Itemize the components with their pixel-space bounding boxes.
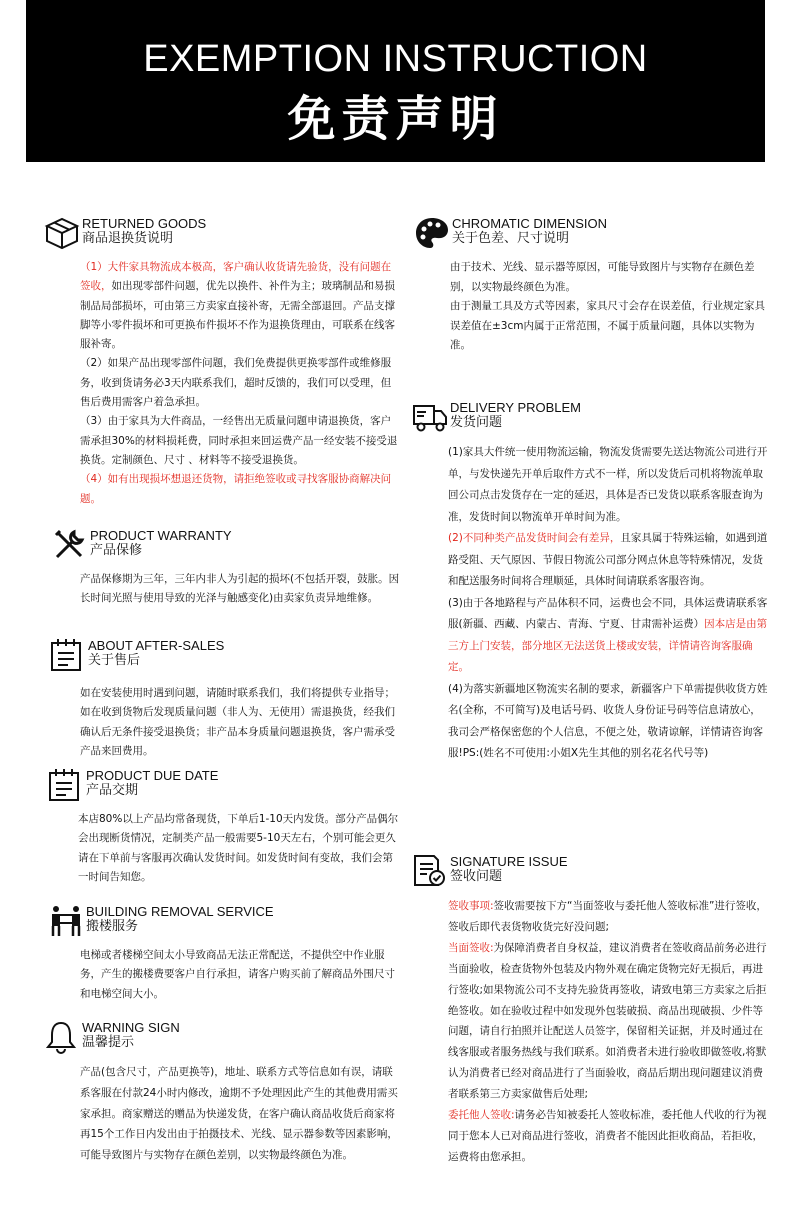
product-warranty-section xyxy=(52,528,404,609)
warning-sign-body: 产品(包含尺寸，产品更换等)，地址、联系方式等信息如有误，请联系客服在付款24小时内修改，逾期不予处理因此产生的其他费用需买家承担。商家赠送的赠品为快递发货，在客户确认商品收货后商家将再15个工作日内发出由于拍摄技术、光线、显示器参数等因素影响，可能导致图片与实物存在颜色差别，以实物最终颜色为准。 xyxy=(80,1066,398,1162)
chromatic-title-zh: 关于色差、尺寸说明 xyxy=(452,231,570,246)
due-date-title-en: PRODUCT DUE DATE xyxy=(86,768,219,783)
delivery-section xyxy=(412,400,770,765)
signature-label-3: 委托他人签收: xyxy=(448,1109,515,1122)
warning-sign-title-zh: 温馨提示 xyxy=(82,1035,135,1050)
calendar-icon xyxy=(50,638,86,674)
after-sales-body: 如在安装使用时遇到问题，请随时联系我们，我们将提供专业指导；如在收到货物后发现质量问题（非人为、无使用）需退换货，经我们确认后无条件接受退换货；非产品本身质量问题退换货，客户需承受产品来回费用。 xyxy=(80,687,395,757)
delivery-p3-highlight: 因本店是由第三方上门安装，部分地区无法送货上楼或安装，详情请咨询客服确定。 xyxy=(448,618,768,673)
after-sales-section xyxy=(50,638,404,761)
chromatic-p2: 由于测量工具及方式等因素，家具尺寸会存在误差值，行业规定家具误差值在±3cm内属于正常范围，不属于质量问题，具体以实物为准。 xyxy=(450,300,765,351)
banner-title-en: EXEMPTION INSTRUCTION xyxy=(143,38,648,80)
after-sales-title-en: ABOUT AFTER-SALES xyxy=(88,638,225,653)
delivery-p1: (1)家具大件统一使用物流运输，物流发货需要先送达物流公司进行开单，与发快递先开单后取件方式不一样，所以发货后司机将物流单取回公司点击发货存在一定的延迟，具体是否已发货以联系客服查询为准，发货时间以物流单开单时间为准。 xyxy=(448,446,768,523)
returned-goods-p2: （2）如果产品出现零部件问题，我们免费提供更换零部件或维修服务，收到货请务必3天内联系我们，超时反馈的，我们可以受理，但售后费用需客户着急承担。 xyxy=(80,357,392,409)
returned-goods-p3: （3）由于家具为大件商品，一经售出无质量问题申请退换货，客户需承担30%的材料损耗费，同时承担来回运费产品一经安装不接受退换货。定制颜色、尺寸 、材料等不接受退换货。 xyxy=(80,415,398,466)
banner-title-zh: 免责声明 xyxy=(287,91,504,147)
calendar-icon xyxy=(48,768,84,804)
building-removal-title-en: BUILDING REMOVAL SERVICE xyxy=(86,904,274,919)
header-banner xyxy=(26,0,765,162)
after-sales-title-zh: 关于售后 xyxy=(88,653,141,668)
signature-title-zh: 签收问题 xyxy=(450,869,503,884)
building-removal-section xyxy=(48,904,404,1004)
building-removal-title-zh: 搬楼服务 xyxy=(86,919,139,934)
signature-label-1: 签收事项: xyxy=(448,900,494,912)
chromatic-title-en: CHROMATIC DIMENSION xyxy=(452,216,608,231)
box-icon xyxy=(44,216,80,252)
due-date-body: 本店80%以上产品均常备现货，下单后1-10天内发货。部分产品偶尔会出现断货情况，定制类产品一般需要5-10天左右，个别可能会更久请在下单前与客服再次确认发货时间。如发货时间有变故，我们会第一时间告知您。 xyxy=(78,813,399,883)
signature-label-2: 当面签收: xyxy=(448,941,494,954)
delivery-title-en: DELIVERY PROBLEM xyxy=(450,400,582,415)
product-warranty-body: 产品保修期为三年，三年内非人为引起的损坏(不包括开裂，鼓胀。因长时间光照与使用导致的光泽与触感变化)由卖家负责异地维修。 xyxy=(80,573,400,605)
signature-document-icon xyxy=(412,854,448,890)
signature-title-en: SIGNATURE ISSUE xyxy=(450,854,568,869)
delivery-p2-highlight: (2)不同种类产品发货时间会有差异， xyxy=(448,532,621,544)
signature-p2: 为保障消费者自身权益，建议消费者在签收商品前务必进行当面验收，检查货物外包装及内物外观在确定货物完好无损后，再进行签收;如果物流公司不支持先验货再签收，请致电第三方卖家之后拒绝签收。如在验收过程中如发现外包装破损、商品出现破损、少件等问题，请自行拍照并让配送人员签字，保留相关证据，并及时通过在线客服或者服务热线与我们联系。如消费者未进行验收即做签收,将默认为消费者已经对商品进行了当面验收，商品后期出现问题建议消费者联系第三方卖家做售后处理; xyxy=(448,941,767,1101)
truck-icon xyxy=(412,400,448,436)
due-date-section xyxy=(48,768,404,887)
product-warranty-title-en: PRODUCT WARRANTY xyxy=(90,528,232,543)
returned-goods-section xyxy=(44,216,398,509)
chromatic-p1: 由于技术、光线、显示器等原因，可能导致图片与实物存在颜色差别，以实物最终颜色为准。 xyxy=(450,261,755,293)
due-date-title-zh: 产品交期 xyxy=(86,783,139,798)
warning-sign-section xyxy=(44,1020,404,1166)
delivery-p2: 且家具属于特殊运输，如遇到道路受阻、天气原因、节假日物流公司部分网点休息等特殊情况，发货和配送服务时间将合理顺延，具体时间请联系客服咨询。 xyxy=(448,532,768,587)
chromatic-section xyxy=(414,216,770,356)
returned-goods-title-zh: 商品退换货说明 xyxy=(82,231,174,246)
building-removal-body: 电梯或者楼梯空间太小导致商品无法正常配送，不提供空中作业服务，产生的搬楼费要客户自行承担，请客户购买前了解商品外围尺寸和电梯空间大小。 xyxy=(80,949,395,1000)
product-warranty-title-zh: 产品保修 xyxy=(90,543,143,558)
bell-icon xyxy=(44,1020,80,1056)
tools-icon xyxy=(52,528,88,564)
returned-goods-p1: 如出现零部件问题，优先以换件、补件为主；玻璃制品和易损制品局部损坏，可由第三方卖家直接补寄，无需全部退回。产品支撑脚等小零件损坏和可更换布件损坏不作为退换货理由，可联系在线客服补寄。 xyxy=(80,280,395,351)
returned-goods-title-en: RETURNED GOODS xyxy=(82,216,207,231)
signature-p3: 请务必告知被委托人签收标准，委托他人代收的行为视同于您本人已对商品进行签收，消费者不能因此拒收商品，若拒收，运费将由您承担。 xyxy=(448,1109,767,1163)
palette-icon xyxy=(414,216,450,252)
movers-icon xyxy=(48,904,84,940)
delivery-p3: (3)由于各地路程与产品体积不同，运费也会不同，具体运费请联系客服(新疆、西藏、内蒙古、青海、宁夏、甘肃需补运费） xyxy=(448,596,768,630)
returned-goods-p1-highlight: （1）大件家具物流成本极高，客户确认收货请先验货，没有问题在签收， xyxy=(80,261,392,293)
signature-section xyxy=(412,854,770,1168)
warning-sign-title-en: WARNING SIGN xyxy=(82,1020,180,1035)
signature-p1: 签收需要按下方“当面签收与委托他人签收标准”进行签收，签收后即代表货物收货完好没问题; xyxy=(448,900,767,933)
delivery-title-zh: 发货问题 xyxy=(450,415,503,430)
returned-goods-p4: （4）如有出现损坏想退还货物，请拒绝签收或寻找客服协商解决问题。 xyxy=(80,473,392,505)
delivery-p4: (4)为落实新疆地区物流实名制的要求，新疆客户下单需提供收货方姓名(全称，不可简写)及电话号码、收货人身份证号码等信息请放心，我司会严格保密您的个人信息，不便之处，敬请谅解，详情请咨询客服!PS:(姓名不可使用:小姐X先生其他的别名花名代号等) xyxy=(448,682,768,759)
